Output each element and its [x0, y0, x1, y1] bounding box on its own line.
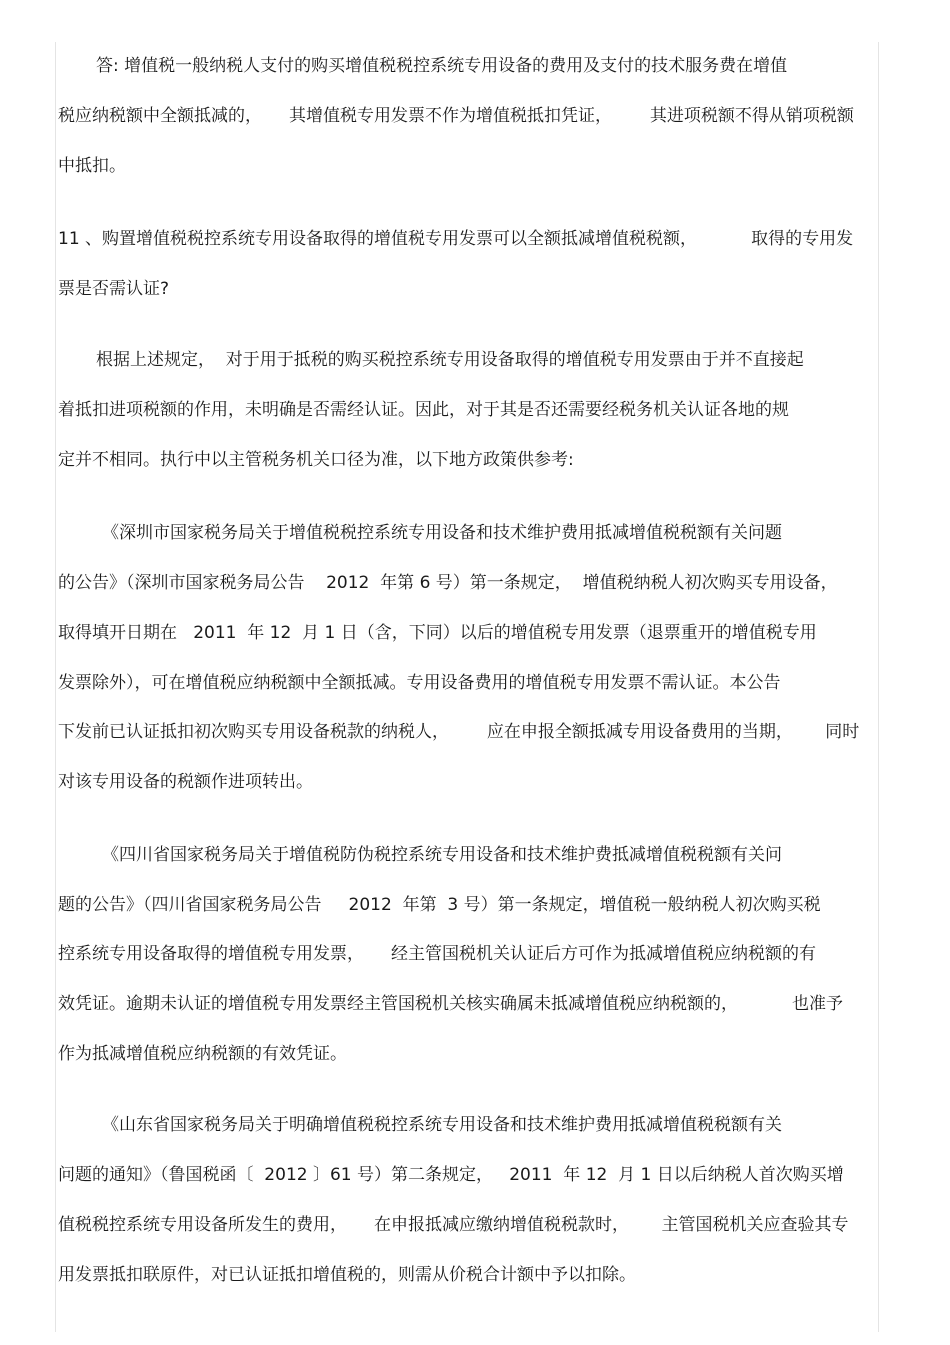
shandong-line-4: 用发票抵扣联原件，对已认证抵扣增值税的，则需从价税合计额中予以扣除。 [58, 1265, 636, 1285]
sichuan-line-5: 作为抵减增值税应纳税额的有效凭证。 [58, 1044, 347, 1064]
question-11-line-1: 11 、购置增值税税控系统专用设备取得的增值税专用发票可以全额抵减增值税税额， 取得的专用发 [58, 229, 854, 249]
shenzhen-line-5: 下发前已认证抵扣初次购买专用设备税款的纳税人， 应在申报全额抵减专用设备费用的当期， 同时 [58, 722, 860, 742]
shenzhen-line-4: 发票除外），可在增值税应纳税额中全额抵减。专用设备费用的增值税专用发票不需认证。本公告 [58, 673, 781, 693]
analysis-line-3: 定并不相同。执行中以主管税务机关口径为准，以下地方政策供参考: [58, 450, 574, 470]
shenzhen-line-6: 对该专用设备的税额作进项转出。 [58, 772, 313, 792]
answer-line-2: 税应纳税额中全额抵减的， 其增值税专用发票不作为增值税抵扣凭证， 其进项税额不得从销项税额 [58, 106, 854, 126]
sichuan-line-2: 题的公告》（四川省国家税务局公告 2012 年第 3 号）第一条规定，增值税一般纳税人初次购买税 [58, 895, 821, 915]
analysis-line-1: 根据上述规定， 对于用于抵税的购买税控系统专用设备取得的增值税专用发票由于并不直接起 [96, 350, 804, 370]
shenzhen-line-2: 的公告》（深圳市国家税务局公告 2012 年第 6 号）第一条规定， 增值税纳税人初次购买专用设备， [58, 573, 838, 593]
shandong-line-1: 《山东省国家税务局关于明确增值税税控系统专用设备和技术维护费用抵减增值税税额有关 [102, 1115, 782, 1135]
answer-line-1: 答: 增值税一般纳税人支付的购买增值税税控系统专用设备的费用及支付的技术服务费在增值 [96, 56, 788, 76]
question-11-line-2: 票是否需认证? [58, 279, 170, 299]
answer-line-3: 中抵扣。 [58, 156, 126, 176]
shenzhen-line-3: 取得填开日期在 2011 年 12 月 1 日（含，下同）以后的增值税专用发票（退票重开的增值税专用 [58, 623, 817, 643]
analysis-line-2: 着抵扣进项税额的作用，未明确是否需经认证。因此，对于其是否还需要经税务机关认证各地的规 [58, 400, 789, 420]
sichuan-line-4: 效凭证。逾期未认证的增值税专用发票经主管国税机关核实确属未抵减增值税应纳税额的， 也准予 [58, 994, 844, 1014]
shenzhen-line-1: 《深圳市国家税务局关于增值税税控系统专用设备和技术维护费用抵减增值税税额有关问题 [102, 523, 782, 543]
sichuan-line-3: 控系统专用设备取得的增值税专用发票， 经主管国税机关认证后方可作为抵减增值税应纳税额的有 [58, 944, 817, 964]
shandong-line-2: 问题的通知》（鲁国税函〔 2012 〕61 号）第二条规定， 2011 年 12 月 1 日以后纳税人首次购买增 [58, 1165, 844, 1185]
shandong-line-3: 值税税控系统专用设备所发生的费用， 在申报抵减应缴纳增值税税款时， 主管国税机关应查验其专 [58, 1215, 849, 1235]
sichuan-line-1: 《四川省国家税务局关于增值税防伪税控系统专用设备和技术维护费抵减增值税税额有关问 [102, 845, 782, 865]
